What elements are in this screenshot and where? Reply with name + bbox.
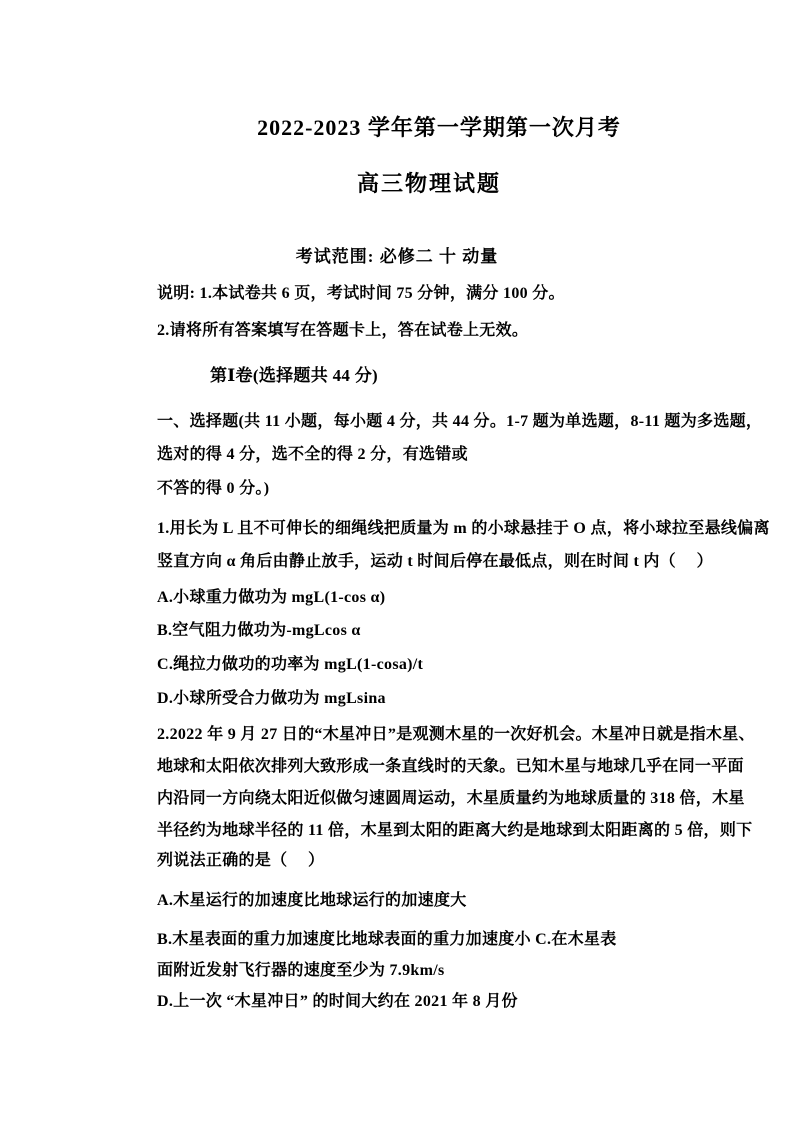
question-1-option-d: D.小球所受合力做功为 mgLsina (157, 690, 386, 707)
question-2-option-b: B.木星表面的重力加速度比地球表面的重力加速度小 C.在木星表 (157, 931, 617, 948)
section1-intro-line-1: 一、选择题(共 11 小题，每小题 4 分，共 44 分。1-7 题为单选题，8-11 题为多选题， (157, 413, 763, 430)
question-1-stem-line-1: 1.用长为 L 且不可伸长的细绳线把质量为 m 的小球悬挂于 O 点，将小球拉至悬线偏离 (157, 520, 770, 537)
part1-heading: 第Ⅰ卷(选择题共 44 分) (210, 366, 378, 385)
question-1-option-b: B.空气阻力做功为-mgLcos α (157, 622, 361, 639)
question-2-stem-line-1: 2.2022 年 9 月 27 日的“木星冲日”是观测木星的一次好机会。木星冲日就是指木星、 (157, 726, 755, 743)
question-2-stem-line-2: 地球和太阳依次排列大致形成一条直线时的天象。已知木星与地球几乎在同一平面 (157, 758, 744, 775)
section1-intro-line-2: 选对的得 4 分，选不全的得 2 分，有选错或 (157, 446, 468, 463)
question-2-option-c-continuation: 面附近发射飞行器的速度至少为 7.9km/s (157, 962, 445, 979)
question-2-stem-line-5: 列说法正确的是（ ） (157, 852, 325, 869)
question-1-stem-line-2: 竖直方向 α 角后由静止放手，运动 t 时间后停在最低点，则在时间 t 内（ ） (157, 553, 713, 570)
question-1-option-a: A.小球重力做功为 mgL(1-cos α) (157, 589, 386, 606)
section1-intro-line-3: 不答的得 0 分。) (157, 480, 270, 497)
exam-scope: 考试范围: 必修二 十 动量 (295, 247, 499, 266)
question-2-stem-line-4: 半径约为地球半径的 11 倍，木星到太阳的距离大约是地球到太阳距离的 5 倍，则下 (157, 822, 753, 839)
question-1-option-c: C.绳拉力做功的功率为 mgL(1-cosa)/t (157, 656, 424, 673)
question-2-option-a: A.木星运行的加速度比地球运行的加速度大 (157, 892, 467, 909)
question-2-stem-line-3: 内沿同一方向绕太阳近似做匀速圆周运动，木星质量约为地球质量的 318 倍，木星 (157, 790, 745, 807)
exam-subtitle: 高三物理试题 (356, 171, 501, 196)
exam-title: 2022-2023 学年第一学期第一次月考 (257, 115, 621, 140)
question-2-option-d: D.上一次 “木星冲日” 的时间大约在 2021 年 8 月份 (157, 993, 518, 1010)
instruction-line-1: 说明: 1.本试卷共 6 页，考试时间 75 分钟，满分 100 分。 (157, 285, 565, 302)
instruction-line-2: 2.请将所有答案填写在答题卡上，答在试卷上无效。 (157, 322, 529, 339)
